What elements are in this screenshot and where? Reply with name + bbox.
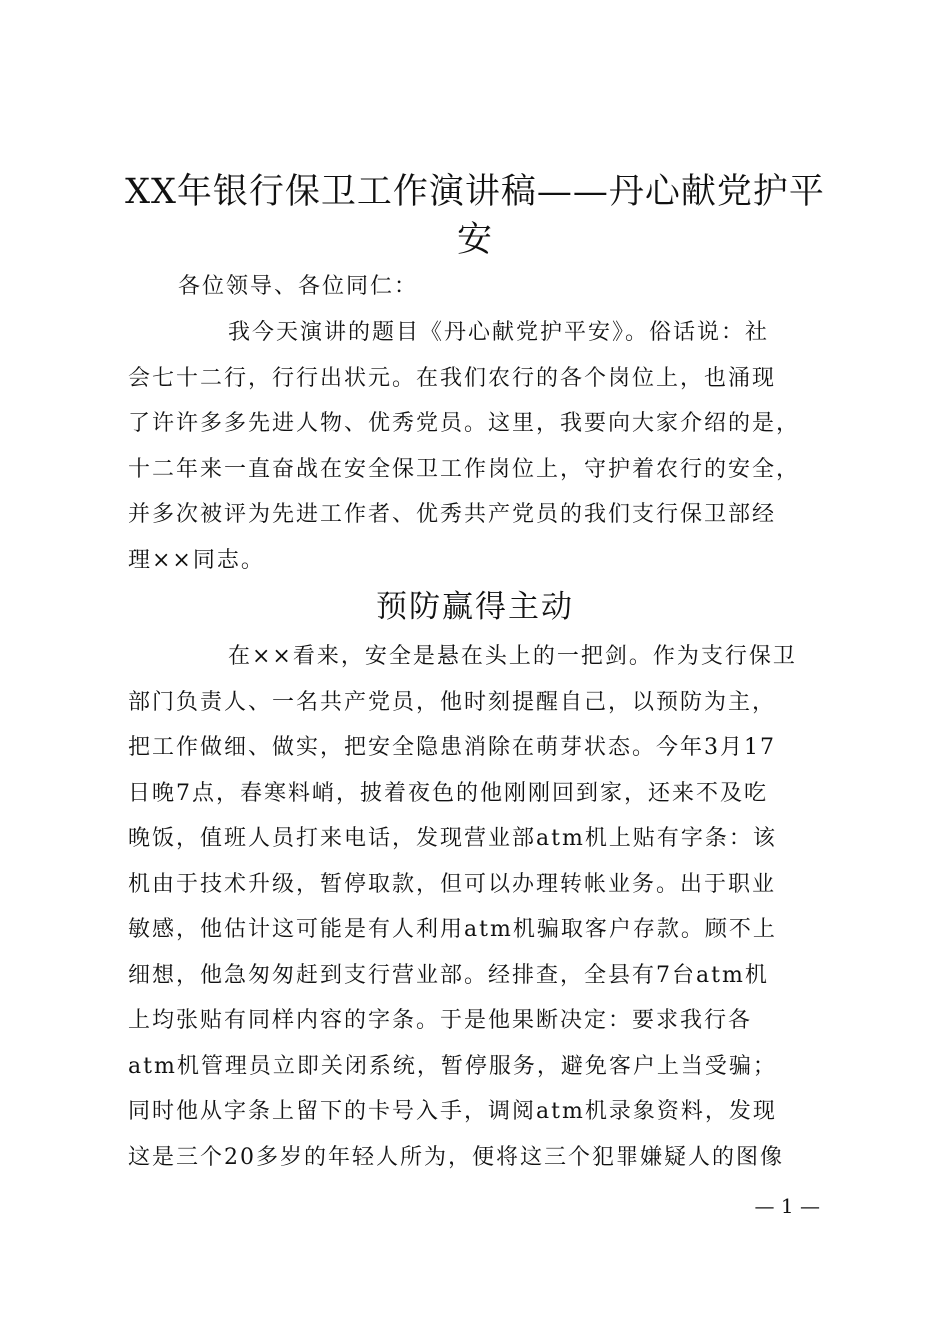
- section-heading: 预防赢得主动: [376, 589, 574, 625]
- paragraph-prevention: [128, 634, 828, 1180]
- paragraph-line: 细想，他急匆匆赶到支行营业部。经排查，全县有7台atm机: [128, 962, 769, 988]
- paragraph-line: 把工作做细、做实，把安全隐患消除在萌芽状态。今年3月17: [128, 735, 776, 760]
- paragraph-line: 部门负责人、一名共产党员，他时刻提醒自己，以预防为主，: [128, 689, 777, 715]
- document-title: [120, 168, 830, 264]
- paragraph-line: 会七十二行，行行出状元。在我们农行的各个岗位上，也涌现: [128, 365, 777, 391]
- paragraph-line: atm机管理员立即关闭系统，暂停服务，避免客户上当受骗；: [128, 1053, 777, 1079]
- paragraph-line: 同时他从字条上留下的卡号入手，调阅atm机录象资料，发现: [128, 1099, 777, 1124]
- paragraph-line: 上均张贴有同样内容的字条。于是他果断决定：要求我行各: [128, 1008, 753, 1033]
- paragraph-line: 这是三个20多岁的年轻人所为，便将这三个犯罪嫌疑人的图像: [128, 1144, 784, 1170]
- salutation: 各位领导、各位同仁：: [178, 274, 419, 299]
- page-number: — 1 —: [754, 1194, 820, 1218]
- paragraph-line: 在××看来，安全是悬在头上的一把剑。作为支行保卫: [228, 644, 797, 669]
- paragraph-line: 机由于技术升级，暂停取款，但可以办理转帐业务。出于职业: [128, 871, 777, 897]
- title-line: 安: [456, 220, 493, 260]
- paragraph-line: 日晚7点，春寒料峭，披着夜色的他刚刚回到家，还来不及吃: [128, 780, 768, 806]
- paragraph-line: 并多次被评为先进工作者、优秀共产党员的我们支行保卫部经: [128, 502, 777, 527]
- paragraph-line: 十二年来一直奋战在安全保卫工作岗位上，守护着农行的安全，: [128, 456, 801, 482]
- paragraph-line: 了许许多多先进人物、优秀党员。这里，我要向大家介绍的是，: [128, 411, 801, 436]
- paragraph-line: 敏感，他估计这可能是有人利用atm机骗取客户存款。顾不上: [128, 917, 777, 942]
- paragraph-line: 晚饭，值班人员打来电话，发现营业部atm机上贴有字条：该: [128, 826, 777, 851]
- title-line: XX年银行保卫工作演讲稿——丹心献党护平: [125, 172, 825, 212]
- paragraph-intro: [128, 310, 828, 583]
- paragraph-line: 理××同志。: [128, 547, 265, 573]
- paragraph-line: 我今天演讲的题目《丹心献党护平安》。俗话说：社: [228, 320, 770, 345]
